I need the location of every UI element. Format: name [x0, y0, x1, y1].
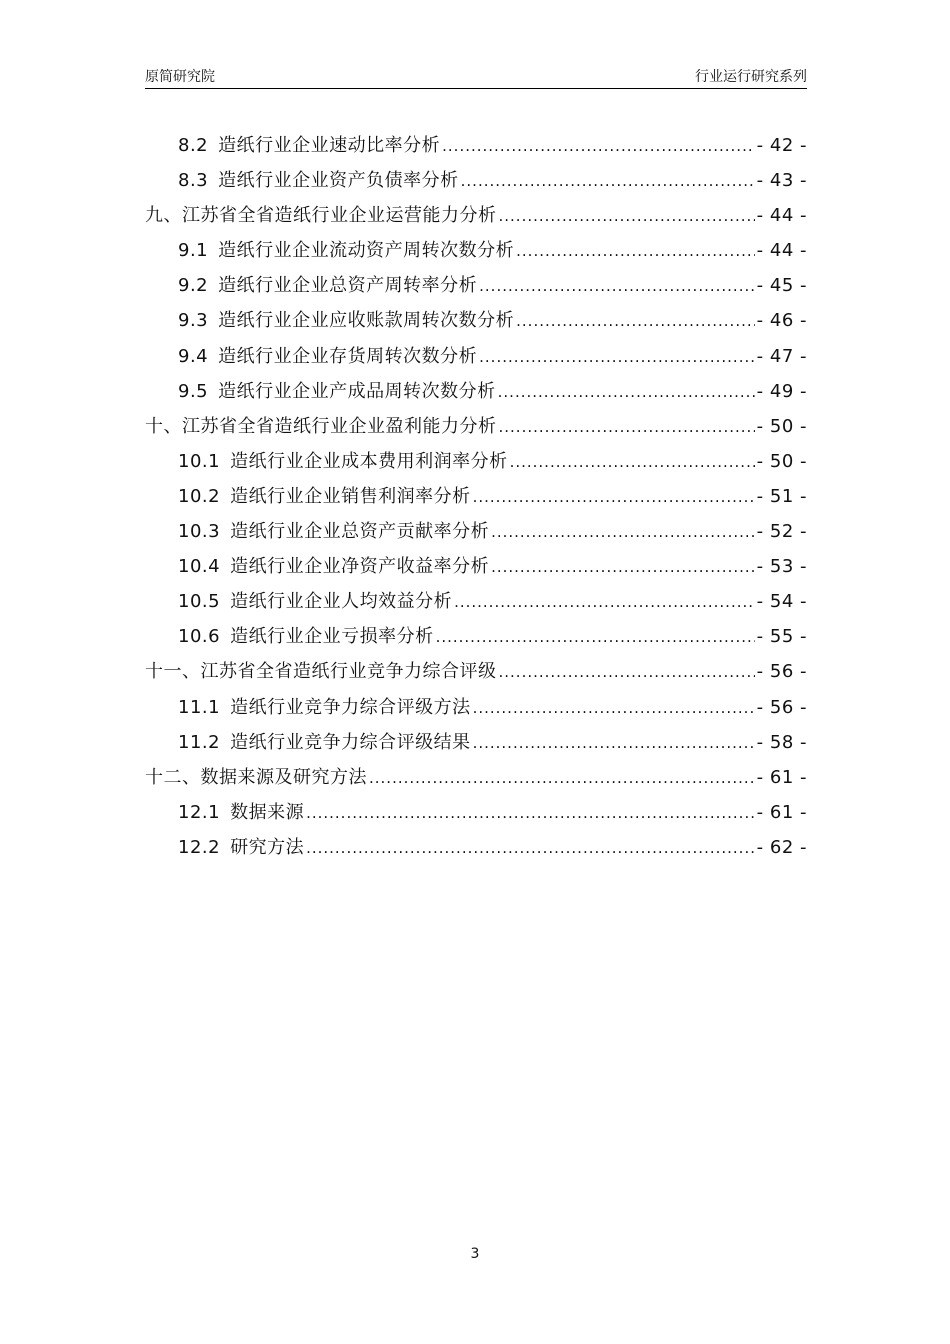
toc-entry-page: - 45 -	[756, 275, 807, 297]
toc-entry-page: - 53 -	[756, 556, 807, 578]
toc-entry[interactable]	[145, 830, 807, 865]
toc-entry-title: 十、江苏省全省造纸行业企业盈利能力分析	[145, 415, 497, 437]
toc-entry-page: - 49 -	[756, 380, 807, 402]
toc-entry-page: - 51 -	[756, 485, 807, 507]
toc-entry-number: 12.2	[178, 836, 221, 858]
toc-entry[interactable]	[145, 268, 807, 303]
header-org-name: 原简研究院	[145, 69, 215, 85]
toc-entry[interactable]	[145, 654, 807, 689]
toc-entry-number: 12.1	[178, 801, 221, 823]
toc-entry-title: 造纸行业企业存货周转次数分析	[218, 345, 478, 367]
page-number: 3	[470, 1246, 480, 1262]
toc-entry-title: 十一、江苏省全省造纸行业竞争力综合评级	[145, 661, 497, 683]
toc-entry[interactable]	[145, 128, 807, 163]
toc-entry-title: 研究方法	[230, 836, 305, 858]
toc-dot-leader	[516, 234, 755, 268]
toc-entry-number: 8.3	[178, 170, 209, 192]
toc-entry-title: 造纸行业企业成本费用利润率分析	[230, 450, 508, 472]
toc-dot-leader	[369, 761, 755, 795]
toc-entry-title: 造纸行业竞争力综合评级方法	[230, 696, 471, 718]
toc-entry-page: - 54 -	[756, 591, 807, 613]
toc-entry[interactable]	[145, 198, 807, 233]
toc-entry-number: 11.1	[178, 696, 221, 718]
toc-entry-page: - 44 -	[756, 205, 807, 227]
toc-entry-title: 造纸行业企业净资产收益率分析	[230, 556, 490, 578]
toc-dot-leader	[510, 445, 755, 479]
toc-entry-page: - 56 -	[756, 696, 807, 718]
toc-entry-title: 造纸行业企业应收账款周转次数分析	[218, 310, 515, 332]
page-header	[145, 66, 807, 89]
toc-entry-number: 11.2	[178, 731, 221, 753]
toc-entry[interactable]	[145, 725, 807, 760]
toc-entry-number: 10.4	[178, 556, 221, 578]
toc-entry-number: 9.1	[178, 240, 209, 262]
toc-dot-leader	[479, 269, 755, 303]
toc-entry-title: 造纸行业企业资产负债率分析	[218, 170, 459, 192]
toc-entry-number: 9.3	[178, 310, 209, 332]
toc-entry-number: 10.2	[178, 485, 221, 507]
toc-entry[interactable]	[145, 374, 807, 409]
toc-entry[interactable]	[145, 303, 807, 338]
toc-entry-number: 10.5	[178, 591, 221, 613]
toc-entry-number: 8.2	[178, 135, 209, 156]
toc-entry[interactable]	[145, 409, 807, 444]
toc-dot-leader	[499, 199, 755, 233]
toc-entry-page: - 56 -	[756, 661, 807, 683]
toc-entry-page: - 58 -	[756, 731, 807, 753]
toc-dot-leader	[461, 164, 755, 198]
toc-entry[interactable]	[145, 584, 807, 619]
toc-entry[interactable]	[145, 479, 807, 514]
toc-entry[interactable]	[145, 690, 807, 725]
toc-entry[interactable]	[145, 619, 807, 654]
toc-entry-page: - 42 -	[756, 135, 807, 156]
toc-entry-page: - 50 -	[756, 450, 807, 472]
toc-entry-title: 造纸行业竞争力综合评级结果	[230, 731, 471, 753]
toc-entry[interactable]	[145, 514, 807, 549]
toc-entry[interactable]	[145, 233, 807, 268]
toc-dot-leader	[491, 550, 755, 584]
toc-dot-leader	[498, 375, 755, 409]
table-of-contents	[145, 128, 807, 865]
toc-entry[interactable]	[145, 339, 807, 374]
toc-dot-leader	[516, 304, 755, 338]
toc-entry-number: 9.5	[178, 380, 209, 402]
toc-entry-number: 9.4	[178, 345, 209, 367]
toc-entry-page: - 61 -	[756, 801, 807, 823]
toc-entry[interactable]	[145, 795, 807, 830]
toc-entry-page: - 62 -	[756, 836, 807, 858]
toc-entry-page: - 44 -	[756, 240, 807, 262]
toc-entry-title: 九、江苏省全省造纸行业企业运营能力分析	[145, 205, 497, 227]
toc-dot-leader	[454, 585, 755, 619]
toc-entry-title: 造纸行业企业总资产贡献率分析	[230, 521, 490, 543]
toc-dot-leader	[473, 726, 755, 760]
toc-entry-title: 十二、数据来源及研究方法	[145, 766, 367, 788]
toc-entry-page: - 55 -	[756, 626, 807, 648]
toc-entry-page: - 43 -	[756, 170, 807, 192]
toc-entry-number: 10.6	[178, 626, 221, 648]
toc-entry-title: 数据来源	[230, 801, 305, 823]
toc-dot-leader	[306, 831, 755, 865]
toc-entry-title: 造纸行业企业人均效益分析	[230, 591, 453, 613]
toc-dot-leader	[473, 691, 755, 725]
toc-entry-page: - 52 -	[756, 521, 807, 543]
toc-entry-number: 10.3	[178, 521, 221, 543]
toc-entry-title: 造纸行业企业速动比率分析	[218, 135, 441, 156]
toc-dot-leader	[306, 796, 755, 830]
toc-dot-leader	[491, 515, 755, 549]
toc-dot-leader	[442, 129, 755, 163]
toc-entry-number: 9.2	[178, 275, 209, 297]
toc-entry[interactable]	[145, 163, 807, 198]
toc-dot-leader	[499, 655, 755, 689]
toc-dot-leader	[499, 410, 755, 444]
toc-entry-page: - 47 -	[756, 345, 807, 367]
toc-entry-title: 造纸行业企业亏损率分析	[230, 626, 434, 648]
toc-entry-page: - 61 -	[756, 766, 807, 788]
toc-entry-title: 造纸行业企业产成品周转次数分析	[218, 380, 496, 402]
toc-entry-page: - 50 -	[756, 415, 807, 437]
toc-dot-leader	[436, 620, 755, 654]
header-series-name: 行业运行研究系列	[695, 69, 807, 85]
toc-dot-leader	[473, 480, 755, 514]
toc-entry-page: - 46 -	[756, 310, 807, 332]
toc-entry[interactable]	[145, 549, 807, 584]
toc-entry[interactable]	[145, 760, 807, 795]
toc-entry-title: 造纸行业企业流动资产周转次数分析	[218, 240, 515, 262]
toc-entry-title: 造纸行业企业销售利润率分析	[230, 485, 471, 507]
toc-dot-leader	[479, 340, 755, 374]
toc-entry-title: 造纸行业企业总资产周转率分析	[218, 275, 478, 297]
toc-entry[interactable]	[145, 444, 807, 479]
toc-entry-number: 10.1	[178, 450, 221, 472]
